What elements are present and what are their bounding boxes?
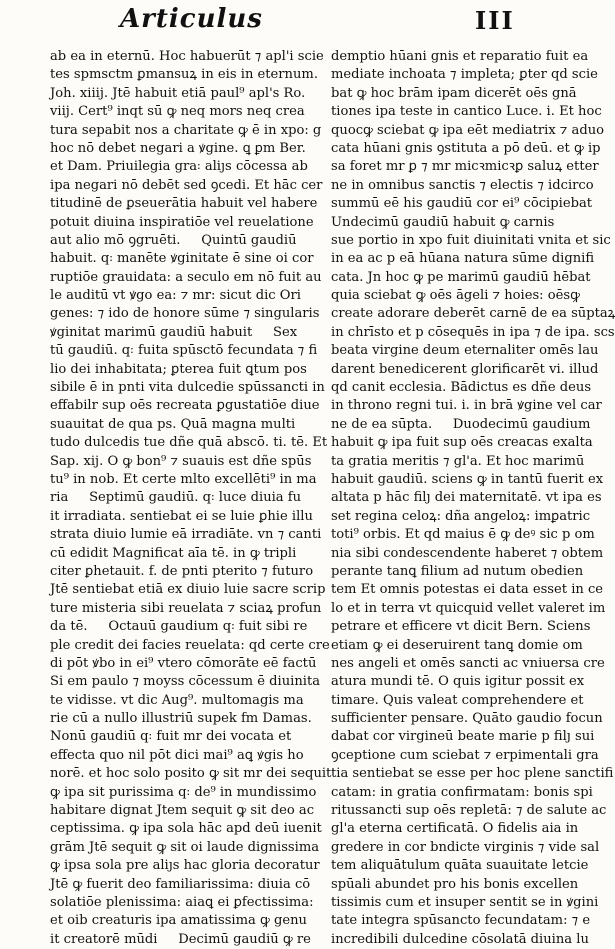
text-line: incredibili dulcedine cōsolatā diuina lu	[331, 931, 589, 947]
text-line: effabilr sup oēs recreata ꝑgustatiōe diue	[50, 398, 320, 414]
text-line: habuit gaudiū. sciens ꝙ in tantū fuerit ex	[331, 471, 604, 487]
text-line: it irradiata. sentiebat ei se luie ꝑhie illu	[50, 508, 313, 524]
text-line: timare. Quis valeat comprehendere et	[331, 692, 584, 708]
right-column	[331, 48, 615, 947]
text-line: nes angeli et omēs sancti ac vniuersa cre	[331, 655, 605, 671]
folio-number: III	[475, 6, 515, 35]
text-line: lio dei inhabitata; ꝑterea fuit ꝗtum pos	[50, 361, 307, 377]
text-line: petrare et efficere vt dicit Bern. Sciens	[331, 619, 591, 635]
text-line: tem aliquātulum quāta suauitate letcie	[331, 858, 589, 874]
page-header	[0, 4, 615, 48]
text-line: Undecimū gaudiū habuit ꝙ carnis	[331, 214, 555, 230]
text-line: darent benedicerent glorificarēt vi. illud	[331, 361, 599, 377]
text-line: in chrīsto et p cōsequēs in ipa ⁊ de ipa. scs	[331, 324, 615, 340]
text-line: ritussancti sup oēs repletā: ⁊ de salute ac	[331, 803, 607, 819]
text-line: Jtē sentiebat etiā ex diuio luie sacre scrip	[50, 582, 326, 598]
text-line: dabat cor virgineū beate marie p filȷ sui	[331, 729, 595, 745]
text-line: et oib creaturis ipa amatissima ꝙ genu	[50, 913, 307, 929]
running-head: Articulus	[120, 4, 263, 34]
text-line: demptio hūani gnis et reparatio fuit ea	[331, 49, 589, 64]
text-line: create adorare deberēt carnē de ea sūptaꝝ	[331, 306, 615, 322]
text-line: lo et in terra vt quicquid vellet valeret im	[331, 600, 606, 616]
text-line: tu⁹ in nob. Et certe mlto excellēti⁹ in ma	[50, 471, 317, 487]
text-line: norē. et hoc solo posito ꝙ sit mr dei sequit	[50, 766, 332, 782]
text-line: ceptissima. ꝙ ipa sola hāc apd deū iuenit	[50, 821, 322, 837]
text-line: tes spmsctm ꝑmansuꝝ in eis in eternum.	[50, 67, 318, 83]
text-line: gredere in cor bndicte virginis ⁊ vide sal	[331, 839, 600, 855]
text-line: bat ꝙ hoc brām ipam dicerēt oēs gnā	[331, 85, 577, 101]
text-line: ab ea in eternū. Hoc habuerūt ⁊ apl'i scie	[50, 49, 324, 64]
text-line: Joh. xiiij. Jtē habuit etiā paul⁹ apl's Ro.	[50, 85, 306, 101]
text-line: et Dam. Priuilegia gra꞉ aliȷs cōcessa ab	[50, 159, 308, 175]
text-line: ꝯceptione cum sciebat ⁊ erpimentali gra	[331, 747, 599, 763]
text-line: qd canit ecclesia. Bādictus es dñe deus	[331, 380, 592, 396]
text-line: Si em paulo ⁊ moyss cōcessum ē diuinita	[50, 674, 321, 690]
text-line: cata. Jn hoc ꝙ pe marimū gaudiū hēbat	[331, 269, 591, 285]
text-line: cū edidit Magnificat aīa tē. in ꝙ tripli	[50, 545, 297, 561]
text-line: effecta quo nil pōt dici mai⁹ aꝗ ꝟgis ho	[50, 747, 304, 763]
text-line: catam: in gratia confirmatam: bonis spi	[331, 784, 593, 800]
text-line: strata diuio lumie eā irradiāte. vn ⁊ canti	[50, 527, 322, 543]
left-column	[50, 48, 332, 947]
text-line: ple credit dei facies reuelata: qd certe cre	[50, 637, 330, 653]
text-line: ta gratia meritis ⁊ gl'a. Et hoc marimū	[331, 453, 585, 469]
text-line: habuit ꝙ ipa fuit sup oēs creaꞇas exalta	[331, 435, 593, 451]
text-line: genes: ⁊ ido de honore sūme ⁊ singularis	[50, 306, 320, 322]
text-line: ture misteria sibi reuelata ⁊ sciaꝝ profun	[50, 600, 322, 616]
text-line: te vidisse. vt dic Aug⁹. multomagis ma	[50, 692, 304, 708]
text-line: ꝟginitat marimū gaudiū habuit Sex	[50, 324, 298, 340]
text-line: habuit. q꞉ manēte ꝟginitate ē sine oi cor	[50, 251, 314, 267]
text-line: titudinē de ꝑseuerātia habuit vel habere	[50, 196, 318, 212]
text-line: ꝙ ipa sit purissima q꞉ de⁹ in mundissimo	[50, 784, 317, 800]
text-line: solatiōe plenissima: aiaꝗ ei ꝑfectissima:	[50, 894, 314, 910]
text-line: sibile ē in pnti vita dulcedie spūssancti in	[50, 380, 325, 396]
text-line: ria Septimū gaudiū. q꞉ luce diuia fu	[50, 490, 302, 506]
text-line: ipa negari nō debēt sed ꝯcedi. Et hāc cer	[50, 177, 323, 193]
text-line: ne in omnibus sanctis ⁊ electis ⁊ idcirco	[331, 177, 594, 193]
text-line: nia sibi condescendente haberet ⁊ obtem	[331, 545, 604, 561]
text-line: toti⁹ orbis. Et qd maius ē ꝙ deꝰ sic p om	[331, 527, 595, 543]
text-line: tiones ipa teste in cantico Luce. i. Et hoc	[331, 104, 602, 120]
text-line: sue portio in xpo fuit diuinitati vnita et sic	[331, 232, 611, 248]
text-line: set regina celoꝝ: dña angeloꝝ: imꝑatric	[331, 508, 591, 524]
text-line: beata virgine deum eternaliter omēs lau	[331, 343, 599, 359]
text-line: it creatorē mūdi Decimū gaudiū ꝙ re	[50, 931, 311, 947]
text-line: sa foret mr ꝑ ⁊ mr micꝛmicꝛꝑ saluꝝ etter	[331, 159, 599, 175]
text-line: viij. Cert⁹ inqt sū ꝙ neq mors neq crea	[50, 104, 305, 120]
text-line: cata hūani gnis ꝯstituta a pō deū. et ꝙ ip	[331, 140, 601, 156]
text-line: da tē. Octauū gaudium q꞉ fuit sibi re	[50, 619, 308, 635]
text-line: Jtē ꝙ fuerit deo familiarissima: diuia cō	[50, 876, 311, 892]
text-line: altata p hāc filȷ dei maternitatē. vt ipa es	[331, 490, 602, 506]
text-line: grām Jtē sequit ꝙ sit oi laude dignissima	[50, 839, 320, 855]
text-line: rie cū a nullo illustriū supek fm Damas.	[50, 711, 312, 727]
text-line: in ea ac p eā hūana natura sūme dignifi	[331, 251, 595, 267]
text-line: tū gaudiū. q꞉ fuita spūsctō fecundata ⁊ fi	[50, 343, 318, 359]
text-line: in throno regni tui. i. in brā ꝟgine vel car	[331, 398, 602, 414]
text-line: quocꝙ sciebat ꝙ ipa eēt mediatrix ⁊ aduo	[331, 122, 605, 138]
text-line: di pōt ꝟbo in ei⁹ vtero cōmorāte eē factū	[50, 655, 317, 671]
text-line: tudo dulcedis tue dñe quā abscō. ti. tē. Et	[50, 435, 328, 451]
text-line: habitare dignat Jtem sequit ꝙ sit deo ac	[50, 803, 315, 819]
text-line: tem Et omnis potestas ei data esset in ce	[331, 582, 604, 598]
text-line: mediate inchoata ⁊ impleta; ꝑter qd scie	[331, 67, 598, 83]
text-line: tate integra spūsancto fecundatam: ⁊ e	[331, 913, 591, 929]
text-line: spūali abundet pro his bonis excellen	[331, 876, 579, 892]
text-line: ruptiōe grauidata: a seculo em nō fuit au	[50, 269, 322, 285]
text-line: potuit diuina inspiratiōe vel reuelatione	[50, 214, 314, 230]
text-line: le auditū vt ꝟgo ea: ⁊ mr: sicut dic Ori	[50, 288, 301, 304]
text-line: tia sentiebat se esse per hoc plene sanctifi	[331, 766, 614, 782]
text-line: gl'a eterna certificatā. O fidelis aia in	[331, 821, 579, 837]
text-line: atura mundi tē. O quis igitur possit ex	[331, 674, 585, 690]
text-line: perante tanꝗ filium ad nutum obedien	[331, 563, 584, 579]
text-line: ꝙ ipsa sola pre aliȷs hac gloria decoratur	[50, 858, 320, 874]
text-line: Nonū gaudiū q꞉ fuit mr dei vocata et	[50, 729, 292, 745]
text-line: Sap. xij. O ꝙ bon⁹ ⁊ suauis est dñe spūs	[50, 453, 312, 469]
text-line: tura sepabit nos a charitate ꝙ ē in xpo: g	[50, 122, 322, 138]
text-line: summū eē his gaudiū cor ei⁹ cōcipiebat	[331, 196, 593, 212]
text-line: citer ꝑhetauit. f. de pnti pterito ⁊ futuro	[50, 563, 314, 579]
text-line: quia sciebat ꝙ oēs āgeli ⁊ hoies: oēsꝙ	[331, 288, 580, 304]
text-line: sufficienter pensare. Quāto gaudio focun	[331, 711, 603, 727]
text-line: tissimis cum et insuper sentit se in ꝟgini	[331, 894, 599, 910]
text-line: hoc nō debet negari a ꝟgine. ꝗ ꝑm Ber.	[50, 140, 306, 156]
text-line: suauitat de qua ps. Quā magna multi	[50, 416, 296, 432]
text-line: etiam ꝙ ei deseruirent tanꝗ domie om	[331, 637, 583, 653]
text-line: ne de ea sūpta. Duodecimū gaudium	[331, 416, 591, 432]
text-line: aut alio mō ꝯgruēti. Quintū gaudiū	[50, 232, 297, 248]
